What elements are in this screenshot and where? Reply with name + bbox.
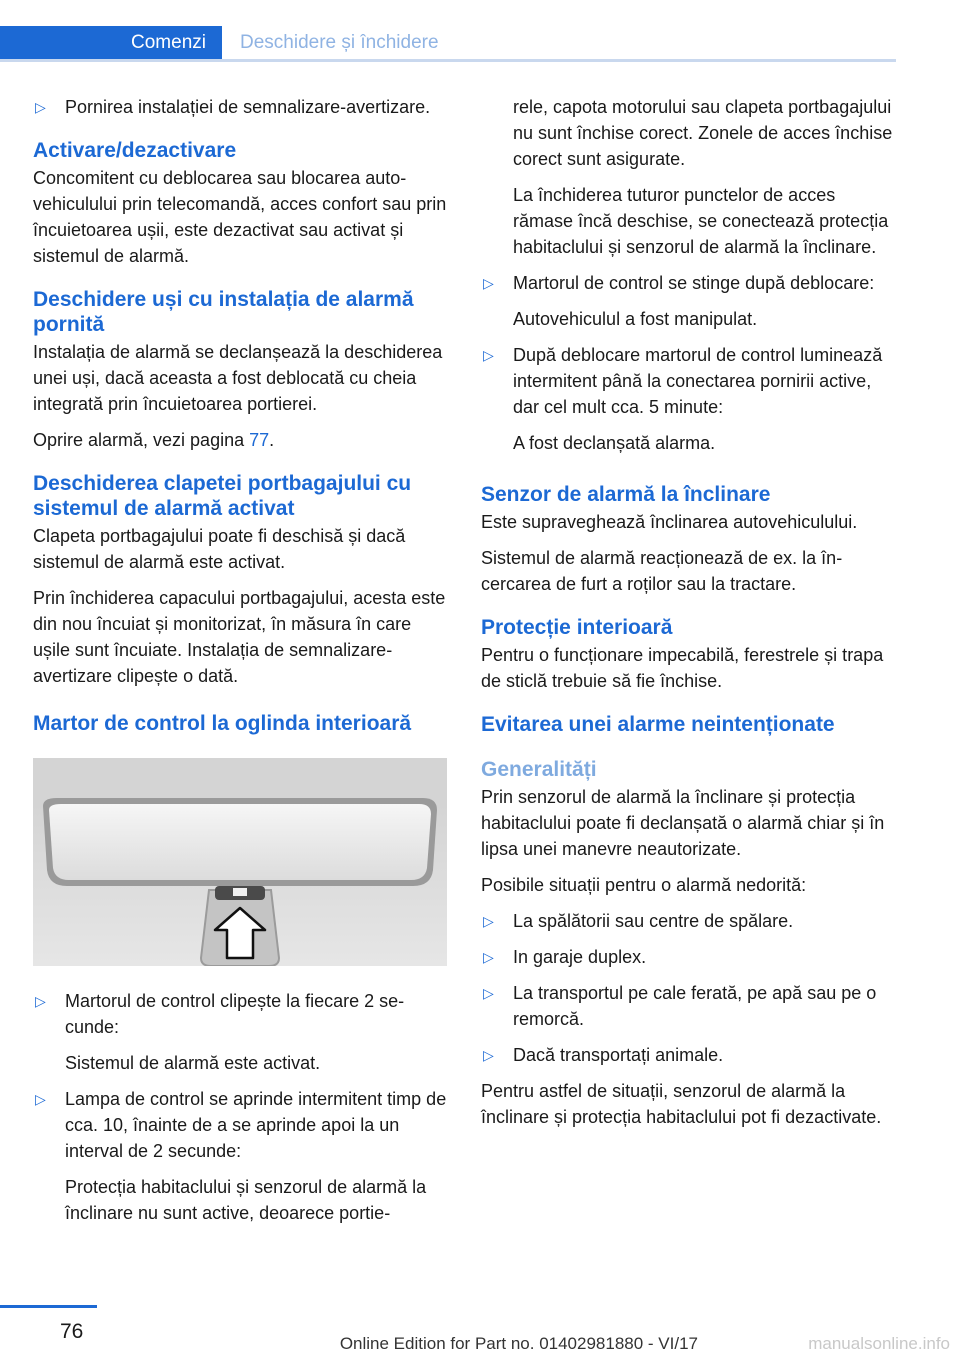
- paragraph: Pentru o funcționare impecabilă, ferestrele și trapa de sticlă trebuie să fie închise.: [481, 645, 884, 691]
- paragraph: Prin închiderea capacului portbagajului, acesta este din nou încuiat și monitorizat, în măsura în care ușile sunt încuiate. Instalația de semnalizare-avertizare clipește o dată.: [33, 588, 446, 686]
- paragraph-oprire: [33, 427, 451, 453]
- paragraph: Este supraveghează înclinarea autovehiculului.: [481, 512, 858, 532]
- list-item-detail: Autovehiculul a fost manipulat.: [513, 309, 758, 329]
- list-item-text: Dacă transportați animale.: [513, 1045, 724, 1065]
- list-item: [33, 94, 451, 120]
- paragraph: Pentru astfel de situații, senzorul de alarmă la înclinare și protecția habitaclului pot fi dezactivate.: [481, 1081, 882, 1127]
- bullet-triangle-icon: ▷: [35, 993, 46, 1009]
- heading-generalitati: Generalități: [481, 758, 597, 781]
- heading-activare: Activare/dezactivare: [33, 139, 237, 162]
- list-item: [33, 1086, 451, 1164]
- heading-clapeta: Deschiderea clapetei portbagajului cu sistemul de alarmă activat: [33, 472, 412, 520]
- list-item-text: Pornirea instalației de semnalizare-avertizare.: [65, 97, 431, 117]
- oprire-end: .: [269, 430, 275, 450]
- list-item: [481, 944, 899, 970]
- list-item-text: In garaje duplex.: [513, 947, 647, 967]
- list-item-text: La spălătorii sau centre de spălare.: [513, 911, 794, 931]
- header-divider: [0, 59, 896, 62]
- left-column: [33, 94, 451, 1236]
- paragraph: Concomitent cu deblocarea sau blocarea autovehiculului prin telecomandă, acces confort sau prin încuietoarea ușii, este dezactivat sau activat și sistemul de alarmă.: [33, 168, 447, 266]
- bullet-triangle-icon: ▷: [483, 913, 494, 929]
- bullet-triangle-icon: ▷: [483, 347, 494, 363]
- oprire-text: Oprire alarmă, vezi pagina: [33, 430, 250, 450]
- list-item-text: Martorul de control se stinge după deblocare:: [513, 273, 875, 293]
- heading-senzor: Senzor de alarmă la înclinare: [481, 483, 771, 506]
- list-item: [481, 270, 899, 296]
- paragraph: Clapeta portbagajului poate fi deschisă și dacă sistemul de alarmă este activat.: [33, 526, 406, 572]
- list-item-detail: Sistemul de alarmă este activat.: [65, 1053, 321, 1073]
- list-item-detail: A fost declanșată alarma.: [513, 433, 716, 453]
- edition-text: Online Edition for Part no. 01402981880 - VI/17: [339, 1334, 698, 1353]
- heading-protectie: Protecție interioară: [481, 616, 673, 639]
- bullet-triangle-icon: ▷: [35, 99, 46, 115]
- list-item: [481, 980, 899, 1032]
- tab-deschidere-si-inchidere[interactable]: Deschidere și închidere: [240, 32, 439, 53]
- list-item: [481, 1042, 899, 1068]
- paragraph: Posibile situații pentru o alarmă nedorită:: [481, 875, 807, 895]
- list-item-detail: Protecția habitaclului și senzorul de alarmă la înclinare nu sunt active, deoarece portie-: [65, 1177, 427, 1223]
- list-item-text: Martorul de control clipește la fiecare 2 secunde:: [65, 991, 405, 1037]
- tab-comenzi[interactable]: Comenzi: [0, 26, 222, 60]
- mirror-illustration: [33, 758, 447, 966]
- heading-evitarea: Evitarea unei alarme neintenționate: [481, 713, 835, 736]
- bullet-triangle-icon: ▷: [483, 985, 494, 1001]
- list-item: [481, 342, 899, 420]
- list-item-text: La transportul pe cale ferată, pe apă sau pe o remorcă.: [513, 983, 877, 1029]
- bullet-triangle-icon: ▷: [483, 949, 494, 965]
- header-bar: [0, 0, 960, 62]
- mirror-image: [33, 758, 447, 966]
- paragraph: Prin senzorul de alarmă la înclinare și protecția habitaclului poate fi declanșată o alarmă chiar și în lipsa unei manevre neautorizate.: [481, 787, 885, 859]
- list-item-text: Lampa de control se aprinde intermitent timp de cca. 10, înainte de a se aprinde apoi la un interval de 2 secunde:: [65, 1089, 447, 1161]
- heading-deschidere-usi: Deschidere uși cu instalația de alarmă pornită: [33, 288, 414, 336]
- bullet-triangle-icon: ▷: [35, 1091, 46, 1107]
- list-item: [481, 908, 899, 934]
- bullet-triangle-icon: ▷: [483, 275, 494, 291]
- list-item-detail: La închiderea tuturor punctelor de acces rămase încă deschise, se conectează protecția habitaclului și senzorul de alarmă la înclinare.: [513, 185, 889, 257]
- page-number: 76: [60, 1320, 84, 1343]
- watermark: manualsonline.info: [808, 1334, 950, 1353]
- bullet-triangle-icon: ▷: [483, 1047, 494, 1063]
- list-item-text: După deblocare martorul de control luminează intermitent până la conectarea pornirii active, dar cel mult cca. 5 minute:: [513, 345, 883, 417]
- right-column: [481, 94, 899, 1140]
- paragraph: Instalația de alarmă se declanșează la deschiderea unei uși, dacă aceasta a fost deblocată cu cheia integrată prin încuietoarea portierei.: [33, 342, 443, 414]
- paragraph: Sistemul de alarmă reacționează de ex. la încercarea de furt a roților sau la tractare.: [481, 548, 843, 594]
- list-item-detail: rele, capota motorului sau clapeta portbagajului nu sunt închise corect. Zonele de acces închise corect sunt asigurate.: [513, 97, 893, 169]
- page-link[interactable]: 77: [249, 430, 270, 450]
- heading-martor: Martor de control la oglinda interioară: [33, 712, 412, 735]
- list-item: [33, 988, 451, 1040]
- footer-divider: [0, 1305, 97, 1308]
